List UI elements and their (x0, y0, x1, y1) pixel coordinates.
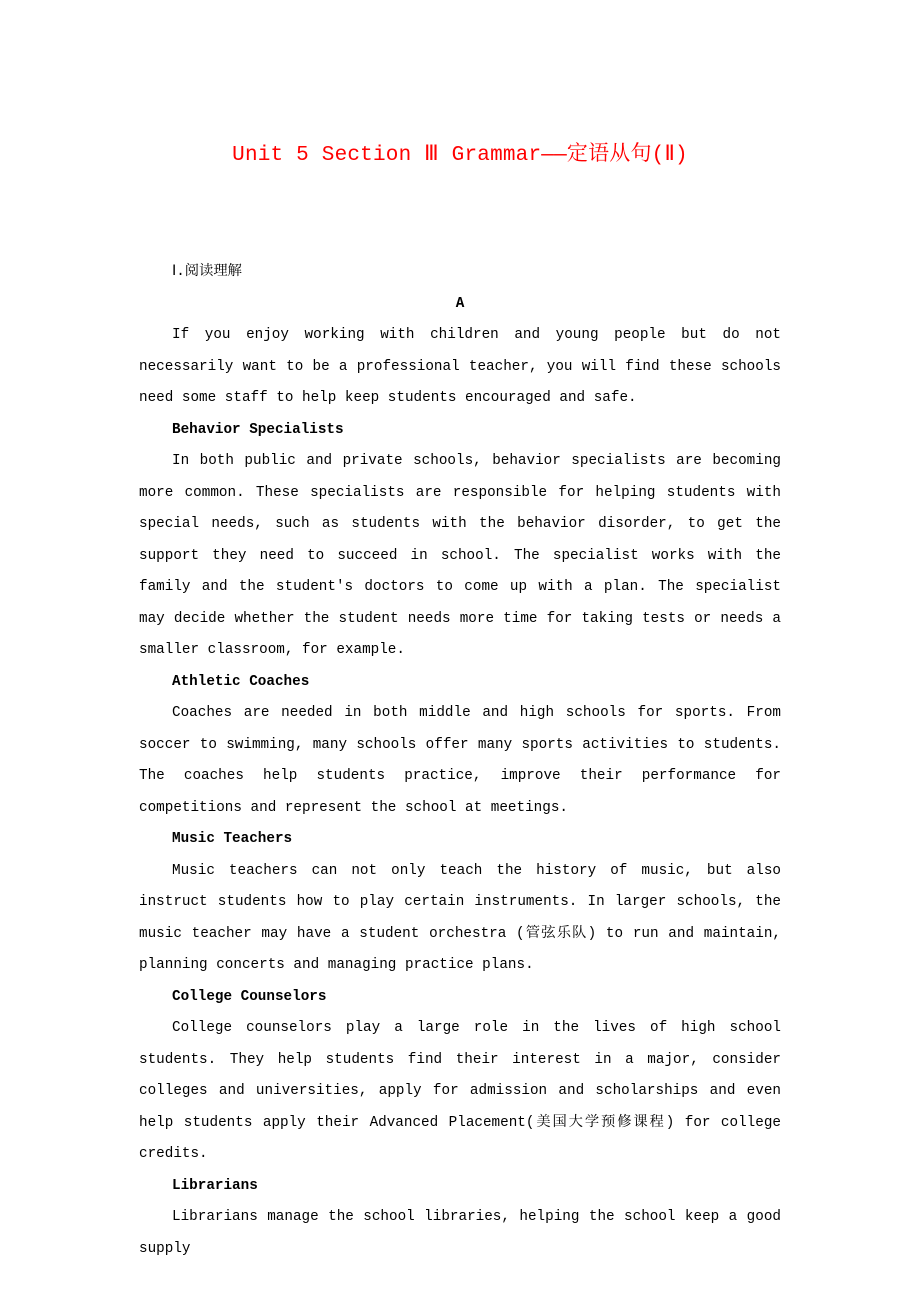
document-body (139, 257, 781, 1265)
part-heading: Athletic Coaches (172, 673, 310, 690)
part-paragraph: Librarians manage the school libraries, helping the school keep a good supply (139, 1209, 781, 1257)
intro-paragraph: If you enjoy working with children and young people but do not necessarily want to be a professional teacher, you will find these schools need some staff to help keep students encouraged and safe. (139, 327, 781, 406)
passage-label: A (455, 295, 465, 312)
part-heading: Behavior Specialists (172, 421, 344, 438)
document-title: Unit 5 Section Ⅲ Grammar——定语从句(Ⅱ) (232, 144, 688, 167)
part-paragraph: Coaches are needed in both middle and high schools for sports. From soccer to swimming, many schools offer many sports activities to students. The coaches help students practice, improve their performance for competitions and represent the school at meetings. (139, 705, 781, 816)
part-heading: Librarians (172, 1177, 258, 1194)
section-heading: Ⅰ.阅读理解 (172, 264, 242, 280)
part-paragraph: In both public and private schools, behavior specialists are becoming more common. These specialists are responsible for helping students with special needs, such as students with the behavior disorder, to get the support they need to succeed in school. The specialist works with the family and the student's doctors to come up with a plan. The specialist may decide whether the student needs more time for taking tests or needs a smaller classroom, for example. (139, 453, 781, 658)
part-heading: Music Teachers (172, 831, 293, 847)
part-heading: College Counselors (172, 988, 327, 1005)
part-paragraph: Music teachers can not only teach the history of music, but also instruct students how to play certain instruments. In larger schools, the music teacher may have a student orchestra (管弦乐队) to run and maintain, planning concerts and managing practice plans. (139, 862, 781, 973)
part-paragraph: College counselors play a large role in the lives of high school students. They help students find their interest in a major, consider colleges and universities, apply for admission and scholarships and even help students apply their Advanced Placement(美国大学预修课程) for college credits. (139, 1020, 781, 1162)
